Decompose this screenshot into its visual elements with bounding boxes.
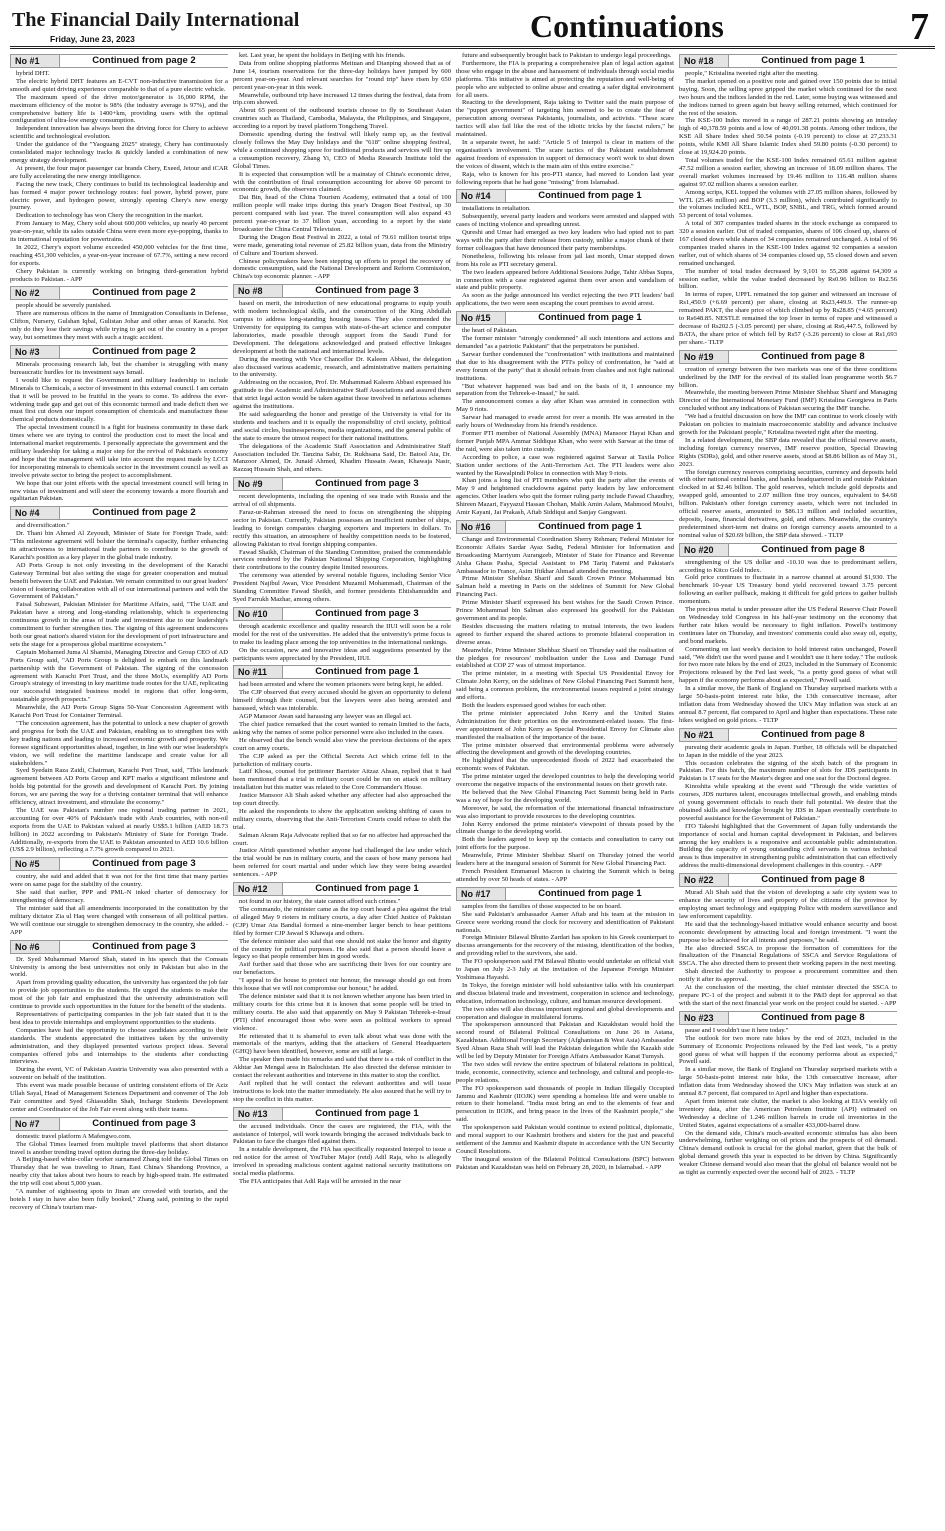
story-number: No #8 <box>233 284 283 298</box>
paragraph: Asif further said that those who are sacrificing their lives for our country are our benefactors. <box>233 961 451 977</box>
paragraph: Both the leaders agreed to keep up the contacts and consultation to carry out joint efforts for the purpose. <box>456 836 674 852</box>
paragraph: I would like to request the Government and military leadership to include Minerals to Chemicals, a sector of investment in this external council. I am certain that it will be proved to be fruitful in the years to come. To address the ever-widening trade gap and get out of this economic turmoil and trade deficit then we must first cut down our import consumption of chemicals and manufacture these chemical products domestically. <box>10 376 228 424</box>
paragraph: the accused individuals. Once the cases are registered, the FIA, with the assistance of Interpol, will work towards bringing the accused individuals back to Pakistan to face the charges filed against them. <box>233 1122 451 1146</box>
story <box>233 284 451 474</box>
paragraph: The KSE-100 Index moved in a range of 287.21 points showing an intraday high of 40,378.59 points and a low of 40,091.38 points. Among other indices, the KSE All Share Index shed 50.54 points (-0.19 percent) to close at 27,233.31 points, while KMI All Share Islamic Index shed 59.80 points (-0.30 percent) to close at 19,924.20 points. <box>679 117 897 157</box>
continued-label: Continued from page 3 <box>60 857 228 871</box>
paragraph: The number of total trades decreased by 9,101 to 55,208 against 64,309 a session earlier, while the value traded decreased by Rs0.96 billion to Rs2.56 billion. <box>679 267 897 291</box>
story-body <box>456 205 674 308</box>
paragraph: The spokesperson said Pakistan would continue to extend political, diplomatic, and moral support to our Kashmiri brothers and sisters for the just and peaceful settlement of the Jammu and Kashmir dispute in accordance with the UN Security Council Resolutions. <box>456 1124 674 1155</box>
paragraph: installations in retaliation. <box>462 205 531 213</box>
continued-label: Continued from page 3 <box>60 1117 228 1131</box>
paragraph: Furthermore, the FIA is preparing a comprehensive plan of legal action against those who engage in the abuse and harassment of individuals through social media platforms. This initiative is aimed at protecting the reputation and well-being of people who are subjected to online abuse and creating a safer digital environment for all users. <box>456 59 674 99</box>
story-number: No #21 <box>679 728 729 742</box>
paragraph: Apart from providing quality education, the university has organized the job fair to provide job opportunities to the students. He urged the students to make the most of the job fair and emphasized that the university administration will continue to provide such opportunities in the future for the benefit of the students. <box>10 979 228 1011</box>
paragraph: Foreign Minister Bilawal Bhutto Zardari has spoken to his Greek counterpart to discuss arrangements for the recovery of the missing, identification of the bodies, and providing relief to the survivors, she said. <box>456 934 674 958</box>
paragraph: As soon as the judge announced his verdict rejecting the two PTI leaders' bail applications, the two were seen escaping the court premises to avoid arrest. <box>456 292 674 308</box>
paragraph: The market opened on a positive note and gained over 150 points due to initial buying. Soon, the selling spree gripped the market which continued for the next two hours and the indices landed in the red. Later, some buying was witnessed and the indices turned to green again but heavy selling returned, which continued for the rest of the session. <box>679 77 897 117</box>
story-number: No #2 <box>10 286 60 300</box>
story-number: No #6 <box>10 940 60 954</box>
paragraph: Apart from interest rate clutter, the market is also looking at EIA's weekly oil inventory data, after the American Petroleum Institute (API) estimated on Wednesday a decline of 1.246 million barrels in crude oil inventories in the United States, against expectations of a smaller 433,000-barrel draw. <box>679 1097 897 1129</box>
continued-label: Continued from page 1 <box>506 189 674 203</box>
story-body <box>679 559 897 725</box>
paragraph: He asked the respondents to show the application seeking shifting of cases to military courts, observing that the Anti-Terrorism Courts could refuse to shift the trial. <box>233 807 451 831</box>
story-body <box>233 300 451 474</box>
story-number: No #15 <box>456 311 506 325</box>
story <box>679 54 897 347</box>
paragraph: The FO spokesperson said thousands of people in Indian Illegally Occupied Jammu and Kashmir (IIOJK) were spending a homeless life and were unable to return to their homeland. "India must bring an end to the elements of fear and persecution in IIOJK, and bring peace in the lives of the Kashmiri people," she said. <box>456 1084 674 1124</box>
story-number: No #22 <box>679 873 729 887</box>
paragraph: Dedication to technology has won Chery the recognition in the market. <box>16 212 204 220</box>
story <box>456 311 674 517</box>
paragraph: In a notable development, the FIA has specifically requested Interpol to issue a red notice for the arrest of YouTuber Major (retd) Adil Raja, who is allegedly involved in spreading malicious content against national security institutions on social media platforms. <box>233 1146 451 1178</box>
story <box>679 543 897 725</box>
story-number: No #17 <box>456 887 506 901</box>
story-header <box>10 54 228 68</box>
paragraph: Independent innovation has always been the driving force for Chery to achieve scientific and technological evolution. <box>10 125 228 141</box>
paragraph: "But whatever happened was bad and on the basis of it, I announce my separation from the Tehreek-e-Insaaf," he said. <box>456 382 674 398</box>
paragraph: creation of synergy between the two markets was one of the three conditions underlined by the IMF for the revival of its stalled loan programme worth $6.7 billion. <box>679 365 897 389</box>
paragraph: Chinese policymakers have been stepping up efforts to propel the recovery of domestic consumption, said the National Development and Reform Commission, China's top economic planner. - APP <box>233 257 451 281</box>
story-number: No #19 <box>679 350 729 364</box>
paragraph: "A number of sightseeing spots in Jinan are crowded with tourists, and the hotels I stay in have also been fully booked," Zhang said, pointing to the rapid recovery of China's tourism mar- <box>10 1188 228 1211</box>
story-number: No #11 <box>233 665 283 679</box>
story-body <box>456 327 674 517</box>
paragraph: The announcement comes a day after Khan was arrested in connection with May 9 riots. <box>456 398 674 414</box>
paragraph: She said that earlier, PPP and PML-N inked charter of democracy for strengthening of democracy. <box>10 889 228 905</box>
paragraph: In a similar move, the Bank of England on Thursday surprised markets with a large 50-basis-point interest rate hike, the 13th consecutive increase, after inflation data from Wednesday showed the UK's May inflation was stuck at an annual 8.7 percent, flat compared to April and higher than expectations. These rate hikes weighed on gold prices. - TLTP <box>679 685 897 724</box>
continued-label: Continued from page 1 <box>283 665 451 679</box>
continued-label: Continued from page 2 <box>60 286 228 300</box>
paragraph: recent developments, including the opening of sea trade with Russia and the arrival of oil shipments. <box>233 493 451 509</box>
paragraph: During the Dragon Boat Festival in 2022, a total of 79.61 million tourist trips were made, generating total revenue of 25.82 billion yuan, data from the Ministry of Culture and Tourism showed. <box>233 233 451 257</box>
paragraph: He observed that the bench would also view the previous decisions of the apex court on army courts. <box>233 736 451 752</box>
paragraph: AGP Mansoor Awan said harassing any lawyer was an illegal act. <box>239 713 412 721</box>
paragraph: Meanwhile, Prime Minister Shehbaz Sharif on Thursday said the realisation of the pledges for resources' mobilisation under the Loss and Damage Fund established at COP 27 was of utmost importance. <box>456 646 674 670</box>
paragraph: Commenting on last week's decision to hold interest rates unchanged, Powell said, "We didn't use the word pause and I wouldn't use it here today." The outlook for two more rate hikes by the end of 2023, included in the Summary of Economic Projections released by the Fed last week, "is a pretty good guess of what will happen if the economy performs about as expected," Powell said. <box>679 645 897 685</box>
paragraph: Syed Syedain Raza Zaidi, Chairman, Karachi Port Trust, said, "This landmark agreement between AD Ports Group and KPT marks a significant milestone and holds big potential for the growth and development of Karachi Port. By joining forces, we are paving the way for a thriving container terminal that will enhance efficiency, attract investment, and stimulate the economy." <box>10 767 228 807</box>
story-header <box>10 286 228 300</box>
story <box>456 887 674 1172</box>
continued-label: Continued from page 3 <box>283 477 451 491</box>
paragraph: the heart of Pakistan. <box>462 327 518 335</box>
paragraph: Nonetheless, following his release from jail last month, Umar stepped down from his role as PTI secretary general. <box>456 252 674 268</box>
paragraph: Sarwar further condemned the "confrontation" with institutions and maintained that due to his disagreement with the PTI's policy of confrontation, he "said at every forum of the party" that it should refrain from clashes and not fight national institutions. <box>456 350 674 382</box>
paragraph: The defence minister also said that one should not stake the honor and dignity of the country for political purposes. He also said that a person should leave a legacy so that people remember him in good words. <box>233 937 451 961</box>
paragraph: Shah directed the Authority to propose a procurement committee and then notify it after its approval. <box>679 968 897 984</box>
story <box>10 857 228 936</box>
paragraph: AD Ports Group is not only investing in the development of the Karachi Gateway Terminal but also setting the stage for greater cooperation and mutual benefit between the UAE and Pakistan. We remain committed to our great leaders' vision of fostering collaboration with all of our international partners and with the Government of Pakistan." <box>10 561 228 601</box>
paragraph: Moreover, he said, the reformation of the international financial infrastructure was also important to provide resources to the developing countries. <box>456 804 674 820</box>
story-body <box>679 889 897 1008</box>
paragraph: The prime minister urged the developed countries to help the developing world overcome the negative impacts of the environmental issues on their growth rate. <box>456 773 674 789</box>
paragraph: At the conclusion of the meeting, the chief minister directed the SSCA to prepare PC-1 of the project and submit it to the P&D dept for approval so that with the start of the next financial year work on the project could be started. - APP <box>679 984 897 1007</box>
story-header <box>679 1011 897 1025</box>
story-number: No #20 <box>679 543 729 557</box>
paragraph: The CJP asked as per the Official Secrets Act which crime fell in the jurisdiction of military courts. <box>233 752 451 768</box>
story-header <box>233 882 451 896</box>
paragraph: The UAE was Pakistan's number one regional trading partner in 2021, accounting for over 40% of Pakistan's trade with Arab countries, with non-oil exports from the UAE to Pakistan valued at nearly US$5.1 billion (AED 18.73 billion) in 2022 according to Pakistan's Ministry of State for Foreign Trade. Additionally, re-exports from the UAE to Pakistan amounted to AED 10.6 billion (US$ 2.9 billion), reflecting a 7.7% growth compared to 2021. <box>10 806 228 854</box>
paragraph: Prime Minister Sharif expressed his best wishes for the Saudi Crown Prince. Prince Mohammad bin Salman also expressed his goodwill for the Pakistan government and its people. <box>456 599 674 622</box>
paragraph: The special investment council is a fight for business community in these dark times where we are trying to control the production cost to meet the local and international market requirements. I personally appreciate the government and the military leadership for taking a major step for the revival of Pakistan's economy and hope that the management will take into account the request made by LCCI for incorporating minerals to chemicals sector in the investment council as well as involve private sector to bring the project to accomplishment. <box>10 424 228 479</box>
paragraph: John Kerry endorsed the prime minister's viewpoint of threats posed by the climate change to the developing world. <box>456 820 674 836</box>
story <box>679 728 897 871</box>
story <box>10 1117 228 1212</box>
paragraph: In a separate tweet, he said: "Article 5 of Interpol is clear in matters of the organisation's involvement. The scare tactics of the Pakistani establishment against freedom of expression in support of democracy won't work to shut down the voices of dissent, which is the main aim of this entire exercise." <box>456 138 674 170</box>
paragraph: Fawad Shaikh, Chairman of the Standing Committee, praised the commendable services rendered by the Pakistan National Shipping Corporation, highlighting their contributions to the country despite limited resources. <box>233 548 451 572</box>
story <box>233 52 451 281</box>
paragraph: Facing the new track, Chery continues to build its technological leadership and has formed 4 major power technology routes: fuel power, hybrid power, pure electric power, and hydrogen power, strongly opening Chery's new energy journey. <box>10 180 228 212</box>
paragraph: The minister said that all amendments incorporated in the constitution by the military dictator Zia ul Haq were changed with consensus of all political parties. We will continue our struggle to strengthen democracy in the country, she added. - APP <box>10 905 228 936</box>
story-header <box>679 543 897 557</box>
story-body <box>233 623 451 663</box>
paragraph: "I appeal to the house to protect our honour, the message should go out from this house that we will not compromise our honour," he added. <box>233 977 451 993</box>
story-header <box>456 311 674 325</box>
paragraph: The ceremony was attended by several notable figures, including Senior Vice President Najibul Awan, Vice President Muzamil Mohammadi, Chairman of the Standing Committee Fawad Sheikh, and former presidents Ehtishamuddin and Syed Farrukh Mazhar, among others. <box>233 572 451 603</box>
masthead <box>10 6 935 49</box>
paragraph: Among scrips, KEL topped the volumes with 27.05 million shares, followed by WTL (25.46 million) and BOP (3.3 million), which contributed significantly to the volumes included KEL, WTL, BOP, SNBL, and TRG, which formed around 53 percent of total volumes. <box>679 188 897 220</box>
paragraph: The delegations of the Academic Staff Association and Administrative Staff Association included Dr. Tanzina Sabir, Dr. Rukhsana Said, Dr. Batool Ata, Dr. Manzoor Ahmed, Dr. Junaid Ahmed, Khadim Hussain Awan, Khawaja Nasir, Razzaq Hussain Shah, and others. <box>233 442 451 474</box>
story-header <box>10 940 228 954</box>
paragraph: A Beijing-based white-collar worker surnamed Zhang told the Global Times on Thursday that he was traveling to Jinan, East China's Shandong Province, a nearby city that takes about two hours to reach by high-speed train. He estimated the trip will cost about 5,000 yuan. <box>10 1156 228 1188</box>
paragraph: Meanwhile, the meeting between Prime Minister Shehbaz Sharif and Managing Director of the International Monetary Fund (IMF) Kristalina Georgieva in Paris concluded without any indications of Pakistan securing the IMF tranche. <box>679 389 897 413</box>
page-number: 7 <box>910 6 929 48</box>
paragraph: domestic travel platform A Mafengwo.com. <box>16 1132 132 1140</box>
paragraph: Total volumes traded for the KSE-100 Index remained 65.61 million against 47.52 million a session earlier, showing an increase of 18.09 million shares. The overall market volumes increased by 19.46 million to 116.48 million shares against 97.02 million shares a session earlier. <box>679 156 897 188</box>
paragraph: country, she said and added that it was not for the first time that many parties were on same page for the stability of the country. <box>10 873 228 889</box>
story-number: No #3 <box>10 345 60 359</box>
story-header <box>233 1107 451 1121</box>
story-header <box>10 506 228 520</box>
story-number: No #9 <box>233 477 283 491</box>
continued-label: Continued from page 1 <box>506 311 674 325</box>
column-3 <box>456 52 674 1527</box>
story <box>10 940 228 1114</box>
paragraph: The commando, the minister came as the top court heard a plea against the trial of alleged May 9 rioters in military courts, a day after Chief Justice of Pakistan (CJP) Umar Ata Bandial formed a nine-member larger bench to hear petitions filed by former CJP Jawad S Khawaja and others. <box>233 906 451 937</box>
story-body <box>10 361 228 503</box>
story-number: No #7 <box>10 1117 60 1131</box>
story-header <box>233 477 451 491</box>
story-header <box>679 728 897 742</box>
paragraph: He also directed SSCA to propose the formation of committees for the finalization of the Financial Regulations of SSCA and Service Regulations of SSCA. The also directed them to present their working papers in the next meeting. <box>679 944 897 968</box>
paragraph: Prime Minister Shehbaz Sharif and Saudi Crown Prince Mohammad bin Salman held a meeting in Paris on the sidelines of Summit for New Global Financing Pact. <box>456 575 674 599</box>
paragraph: pause and I wouldn't use it here today." <box>685 1026 789 1034</box>
story-number: No #14 <box>456 189 506 203</box>
paragraph: Meanwhile, Prime Minister Shehbaz Sharif on Thursday joined the world leaders here at the inaugural session of Summit for New Global Financing Pact. <box>456 852 674 868</box>
paragraph: The inaugural session of the Bilateral Political Consultations (BPC) between Pakistan and Kazakhstan was held on February 28, 2020, in Islamabad. - APP <box>456 1155 674 1171</box>
paragraph: Chery Pakistan is currently working on bringing third-generation hybrid products to Pakistan. - APP <box>10 267 228 283</box>
paragraph: Salman Akram Raja Advocate replied that so far no affectee had approached the court. <box>233 831 451 847</box>
story-header <box>679 873 897 887</box>
continued-label: Continued from page 3 <box>283 607 451 621</box>
paragraph: Murad Ali Shah said that the vision of developing a safe city system was to enhance the security of lives and property of the citizens of the province by employing smart technology and equipping Police with modern surveillance and law enforcement capability. <box>679 889 897 920</box>
paragraph: The maximum speed of the drive motor/generator is 16,000 RPM, the maximum efficiency of the motor is 98% (the industry average is 97%), and the comprehensive battery life is 1400+km, providing users with the optimal configuration of ultra-low energy consumption. <box>10 93 228 125</box>
continued-label: Continued from page 8 <box>729 873 897 887</box>
story-header <box>679 350 897 364</box>
paragraph: In terms of rupee, UPFL remained the top gainer and witnessed an increase of Rs1,450.9 (+6.69 percent) per share, closing at Rs23,449.9. The runner-up remained PAKT, the share price of which climbed up by Rs28.85 (+4.65 percent) to Rs648.85. NESTLE remained the top loser in terms of rupee and witnessed a decrease of Rs202.5 (-3.05 percent) per share, closing at Rs6,447.5, followed by BATA, the share price of which fell by Rs57 (-3.26 percent) to close at Rs1,693 per share.- TLTP <box>679 291 897 346</box>
continued-label: Continued from page 8 <box>729 350 897 364</box>
story-number: No #23 <box>679 1011 729 1025</box>
paragraph: It is expected that consumption will be a mainstay of China's economic drive, with the contribution of final consumption accounting for above 60 percent to economic growth, the observers claimed. <box>233 170 451 194</box>
paragraph: based on merit, the introduction of new educational programs to equip youth with modern technological skills, and the construction of the King Abdullah campus to address long-standing housing issues. They also commended the University for equipping its campus with state-of-the-art science and computer laboratories, made possible through support from the Saudi Fund for Development. The delegations acknowledged and praised effective linkages development at both the national and international levels. <box>233 300 451 355</box>
paragraph: Latif Khosa, counsel for petitioner Barrister Aitzaz Ahsan, replied that it had been mentioned that a trial in military court could be run on attack on military installation but this matter was related to the Core Commander's House. <box>233 768 451 792</box>
story <box>233 882 451 1104</box>
paragraph: About 65 percent of the outbound tourists choose to fly to Southeast Asian countries such as Thailand, Cambodia, Malaysia, the Philippines, and Singapore, according to a report by travel platform Tongcheng Travel. <box>233 107 451 131</box>
paragraph: Addressing on the occasion, Prof. Dr. Muhammad Kaleem Abbasi expressed his gratitude to the Academic and Administrative Staff Associations and assured them that strict legal action would be taken against those involved in nefarious schemes against the institutions. <box>233 379 451 411</box>
continued-label: Continued from page 3 <box>283 284 451 298</box>
paragraph: Kinoshita while speaking at the event said "Through the wide varieties of courses, JDS nurtures talent, encourages intellectual growth, and enabling minds of young government officials to reach their full potential. We desire that the obtained skills and knowledge brought by JDS in Japan eventually contribute to powerful assistance for the Government of Pakistan." <box>679 783 897 822</box>
paragraph: In a related development, the SBP data revealed that the official reserve assets, including foreign currency reserves, IMF reserve position, Special Drawing Rights (SDRs), gold, and other reserve assets, stood at $8.86 billion as of May 31, 2023. <box>679 436 897 468</box>
story-number: No #18 <box>679 54 729 68</box>
paragraph: The chief justice remarked that the court wanted to remain limited to the facts, asking why the names of some police personnel were also included in the cases. <box>233 720 451 736</box>
story-header <box>233 284 451 298</box>
paragraph: Companies have had the opportunity to choose candidates according to their standards. The students appreciated the initiatives taken by the university administration, and they displayed presented various project ideas. Several companies offered jobs and internships to the students after conducting interviews. <box>10 1026 228 1066</box>
continued-label: Continued from page 1 <box>283 1107 451 1121</box>
story-header <box>10 345 228 359</box>
paragraph: Change and Environmental Coordination Sherry Rehman; Federal Minister for Economic Affairs Sardar Ayaz Sadiq, Federal Minister for Information and Broadcasting Marriyum Aurangzeb, Minister of State for Finance and Revenue Aisha Ghaus Pasha, Special Assistant to PM Tariq Fatemi and Pakistan's Ambassador to France, Asim Iftikhar Ahmad attended the meeting. <box>456 535 674 575</box>
paragraph: The FIA anticipates that Adil Raja will be arrested in the near <box>239 1178 402 1185</box>
column-4 <box>679 52 897 1527</box>
paragraph: Faisal Subzwari, Pakistan Minister for Maritime Affairs, said, "The UAE and Pakistan have a strong and long-standing relationship, which is experiencing continuous growth in the areas of trade and investment due to our leadership's commitment to further strengthen ties. The signing of this agreement underscores both our great nation's shared vision for the development of port infrastructure and sets the stage for a prosperous global maritime ecosystem." <box>10 601 228 648</box>
continued-label: Continued from page 2 <box>60 506 228 520</box>
paragraph: Former PTI member of National Assembly (MNA) Mansoor Hayat Khan and former Punjab MPA Ammar Siddique Khan, who were with Sarwar at the time of the raid, were also taken into custody. <box>456 429 674 453</box>
story-body <box>10 1133 228 1212</box>
story-body <box>233 493 451 604</box>
story <box>10 345 228 503</box>
story-body <box>10 522 228 854</box>
paragraph: He reiterated that it is shameful to even talk about what was done with the memorials of the martyrs, adding that the attackers of General Headquarters (GHQ) have been identified, however, some are still at large. <box>233 1032 451 1056</box>
paragraph: Gold price continues to fluctuate in a narrow channel at around $1,930. The benchmark 10-year US Treasury bond yield recovered toward 3.75 percent following an earlier pullback, making it difficult for gold prices to gather bullish momentum. <box>679 574 897 606</box>
paragraph: Reacting to the development, Raja taking to Twitter said the main purpose of the "puppet government" of targeting him seemed to be to create the fear of persecution among overseas Pakistanis, journalists, and activists. "These scare tactics will also fail like the rest of the idiotic tricks by the fascist rulers," he maintained. <box>456 99 674 139</box>
story-body <box>679 70 897 347</box>
paragraph: There are numerous offices in the name of Immigration Consultants in Defense, Clifton, Nursery, Gulshan Iqbal, Gulistan Johar and other areas of Karachi. Not only do they lose their savings while trying to get out of the country in a proper way, but sometimes they meet with such a tragic accident. <box>10 310 228 342</box>
story-number: No #1 <box>10 54 60 68</box>
paragraph: The former minister "strongly condemned" all such intentions and actions and demanded "as a patriotic Pakistani" that the perpetrators be punished. <box>456 335 674 350</box>
paragraph: He believed that the New Global Financing Pact Summit being held in Paris was a ray of hope for the developing world. <box>456 788 674 804</box>
story <box>456 189 674 308</box>
paragraph: He said safeguarding the honor and prestige of the University is vital for its students and teachers and it is equally the responsibility of civil society, political and social circles, businesspersons, media organizations, and the general public of the state to ensure the utmost respect for their national institutions. <box>233 410 451 442</box>
paragraph: During the event, VC of Pakistan Austria University was also presented with a souvenir on behalf of the institution. <box>10 1066 228 1082</box>
story-body <box>679 366 897 540</box>
paragraph: Data from online shopping platforms Meituan and Dianping showed that as of June 14, tourism reservations for the three-day holidays have jumped by 600 percent year-on-year. And relevant searches for "round trip" have risen by 650 percent year-on-year in this week. <box>233 59 451 91</box>
paragraph: The prime minister appreciated John Kerry and the United States Administration for their priorities on the environment-related issues. The first-ever appointment of John Kerry as Special Presidential Envoy for Climate also manifested the realisation of the importance of the issue. <box>456 709 674 741</box>
column-1 <box>10 52 228 1527</box>
story <box>679 1011 897 1177</box>
continued-label: Continued from page 2 <box>60 54 228 68</box>
story-header <box>10 1117 228 1131</box>
paragraph: In 2022, Chery's export volume exceeded 450,000 vehicles for the first time, reaching 451,300 vehicles, a year-on-year increase of 67.7%, setting a new record for exports. <box>10 243 228 267</box>
story <box>456 520 674 884</box>
paragraph: Dai Bin, head of the China Tourism Academy, estimated that a total of 100 million people will make trips during this year's Dragon Boat Festival, up 30 percent compared with last year. The travel consumption will also expand 43 percent year-on-year to 37 billion yuan, according to a report by the state broadcaster the China Central Television. <box>233 194 451 233</box>
paragraph: had been arrested and where the women prisoners were being kept, he added. <box>239 681 443 689</box>
paragraph: At present, the four major passenger car brands Chery, Exeed, Jetour and iCAR are fully accelerating the new energy intelligence. <box>10 164 228 180</box>
paragraph: This occasion celebrates the signing of the sixth batch of the program in Pakistan. For this batch, the maximum number of slots for JDS participants in Pakistan is 17 seats for the Master's degree and one seat for the Doctoral degree. <box>679 759 897 783</box>
paragraph: In a similar move, the Bank of England on Thursday surprised markets with a large 50-basis-point interest rate hike, the 13th consecutive increase, after inflation data from Wednesday showed the UK's May inflation was stuck at an annual 8.7 percent, flat compared to April and higher than expectations. <box>679 1066 897 1098</box>
story-number: No #4 <box>10 506 60 520</box>
paragraph: Both the leaders expressed good wishes for each other. <box>462 701 607 709</box>
paragraph: and diversification." <box>16 522 70 530</box>
paragraph: A total of 307 companies traded shares in the stock exchange as compared to 320 a session earlier. Out of traded companies, shares of 106 closed up, shares of 167 closed down while shares of 34 companies remained unchanged. A total of 96 companies traded shares in the KSE-100 Index against 92 companies a session earlier, out of which shares of 34 companies closed up, 55 closed down and seven remained unchanged. <box>679 220 897 267</box>
story-body <box>233 681 451 879</box>
continued-label: Continued from page 1 <box>506 887 674 901</box>
story-header <box>233 665 451 679</box>
paragraph: Meanwhile, outbound trip have increased 12 times during the festival, data from trip.com showed. <box>233 91 451 107</box>
paragraph: We hope that our joint efforts with the special investment council will bring in new vistas of investment and will steer the economy towards a more flourish and egalitarian Pakistan. <box>10 479 228 503</box>
paragraph: people should be severely punished. <box>16 302 112 310</box>
paragraph: samples from the families of those suspected to be on board. <box>462 902 622 910</box>
story-header <box>679 54 897 68</box>
story-number: No #5 <box>10 857 60 871</box>
continued-label: Continued from page 1 <box>506 520 674 534</box>
story-body <box>679 1027 897 1177</box>
paragraph: The spokesperson announced that Pakistan and Kazakhstan would hold the second round of Bilateral Political Consultations on June 26 in Astana, Kazakhstan. Additional Foreign Secretary (Afghanistan & West Asia) Ambassador Syed Ahsan Raza Shah will lead the Pakistan delegation while the Kazakh side will be led by Deputy Minister for Foreign Affairs Ambassador Kanat Tumysh. <box>456 1021 674 1061</box>
paragraph: pursuing their academic goals in Japan. Further, 18 officials will be dispatched to Japan in the middle of the year 2023. <box>679 743 897 759</box>
paper-name: The Financial Daily International <box>12 9 300 31</box>
continued-label: Continued from page 8 <box>729 543 897 557</box>
paragraph: people," Kristalina tweeted right after the meeting. <box>685 70 819 77</box>
paragraph: Under the guidance of the "Yaoguang 2025" strategy, Chery has continuously consolidated major technology tracks & quickly landed a combination of new energy strategy development. <box>10 141 228 164</box>
story-number: No #10 <box>233 607 283 621</box>
paragraph: Justice Afridi questioned whether anyone had challenged the law under which the trial would be run in military courts, and the cases of how many persons had been referred for court martial and under which law they were being awarded sentences. - APP <box>233 847 451 879</box>
paragraph: The Global Times learned from multiple travel platforms that short distance travel is another trending travel option during the three-day holiday. <box>10 1140 228 1156</box>
paragraph: She said Pakistan's ambassador Aamer Aftab and his team at the mission in Greece were working round the clock for recovery and identification of Pakistani nationals. <box>456 910 674 934</box>
paragraph: Sarwar had managed to evade arrest for over a month. He was arrested in the early hours of Wednesday from his friend's residence. <box>456 414 674 430</box>
paragraph: "The concession agreement, has the potential to unlock a new chapter of growth and progress for both the UAE and Pakistan, enabling us to strengthen ties with key trading nations and leading to increased economic growth and prosperity. We foresee significant opportunities ahead, together, in line with our wise leadership's vision, we will redefine the maritime landscape and create value for all stakeholders." <box>10 719 228 767</box>
paragraph: The electric hybrid DHT features an E-CVT non-inductive transmission for a smooth and quiet driving experience comparable to that of a pure electric vehicle. <box>10 77 228 93</box>
story-body <box>679 744 897 871</box>
paragraph: In Tokyo, the foreign minister will hold substantive talks with his counterpart and discuss bilateral trade and investment, cooperation in science and technology, education, information technology, culture, and human resource development. <box>456 981 674 1005</box>
story-body <box>456 52 674 186</box>
paragraph: Justice Mansoor Ali Shah asked whether any affectee had also approached the top court directly. <box>233 792 451 808</box>
story <box>233 665 451 879</box>
story <box>456 52 674 186</box>
paragraph: Dr. Syed Muhammad Maroof Shah, stated in his speech that the Comsats University is among the best universities not only in Pakistan but also in the world. <box>10 955 228 979</box>
paragraph: The two sides will also discuss important regional and global developments and cooperation and dialogue in multilateral forums. <box>456 1005 674 1021</box>
story-body <box>233 52 451 281</box>
paragraph: future and subsequently brought back to Pakistan to undergo legal proceedings. <box>462 52 672 59</box>
story-body <box>233 1123 451 1186</box>
continued-label: Continued from page 3 <box>60 940 228 954</box>
paragraph: "We had a fruitful discussion on how the IMF can continue to work closely with Pakistan on policies to maintain macroeconomic stability and advance inclusive growth for the Pakistani people," Kristalina tweeted right after the meeting. <box>679 413 897 436</box>
paragraph: through academic excellence and quality research the IIUI will soon be a role model for the rest of the universities. He added that the university's prime focus is to make its leading place among the top universities in the international rankings. <box>233 622 451 646</box>
story-body <box>456 536 674 884</box>
story-number: No #13 <box>233 1107 283 1121</box>
continued-label: Continued from page 1 <box>283 882 451 896</box>
paragraph: Faraz-ur-Rahman stressed the need to focus on strengthening the shipping sector in Pakistan. Currently, Pakistan possesses an insufficient number of ships, leading to foreign companies charging exporters and importers in dollars. To rectify this situation, an atmosphere of healthy competition needs to be fostered, allowing Pakistan to rival foreign shipping companies. <box>233 509 451 548</box>
paragraph: The precious metal is under pressure after the US Federal Reserve Chair Powell on Wednesday told Congress in his half-year testimony on the economy that further rate hikes would be necessary to fight inflation. Powell's testimony continues later on Thursday, and investors' comments could also sway oil, equity, and bond markets. <box>679 606 897 645</box>
story <box>233 477 451 604</box>
story-number: No #12 <box>233 882 283 896</box>
paragraph: strengthening of the US dollar and -10.10 was due to predominant sellers, according to Kitco Gold Index. <box>679 558 897 574</box>
paragraph: French President Emmanuel Macron is chairing the Summit which is being attended by over 50 heads of states. - APP <box>456 868 674 883</box>
paragraph: hybrid DHT. <box>16 70 50 77</box>
paragraph: Khan joins a long list of PTI members who quit the party after the events of May 9 and heightened crackdowns against party leaders by law enforcement agencies. Other leaders who quit the former ruling party include Fawad Chaudhry, Shireen Mazari, Fayyazul Hassan Chohan, Malik Amin Aslam, Mahmood Moulvi, Amir Kayani, Jai Prakash, Aftab Siddiqui and Sanjay Gangwani. <box>456 477 674 517</box>
continued-label: Continued from page 8 <box>729 1011 897 1025</box>
story-body <box>10 70 228 283</box>
paragraph: On the occasion, new and innovative ideas and suggestions presented by the participants were appreciated by the President, IIUI. <box>233 646 451 662</box>
column-2 <box>233 52 451 1527</box>
paragraph: ITO Takeshi highlighted that the Government of Japan fully understands the importance of social and human capital development in Pakistan, and believes among the key enablers is a responsive and accountable public administration. Building the capacity of young outstanding civil servants in various technical areas is thus imperative in strengthening public administration that can effectively address the multi-dimensional development challenges in this country. - APP <box>679 822 897 870</box>
paragraph: The prime minister, in a meeting with Special US Presidential Envoy for Climate John Kerry, on the sidelines of New Global Financing Pact Summit here, said being a common problem, the environmental issues required a joint strategy and efforts. <box>456 670 674 702</box>
paragraph: Besides discussing the matters relating to mutual interests, the two leaders agreed to further expand the shared actions to promote bilateral cooperation in diverse areas. <box>456 622 674 646</box>
paragraph: The FO spokesperson said FM Bilawal Bhutto would undertake an official visit to Japan on July 2-3 July at the invitation of the Japanese Foreign Minister Yoshimasa Hayashi. <box>456 958 674 981</box>
paragraph: During the meeting with Vice Chancellor Dr. Kaleem Abbasi, the delegation also discussed various academic, research, and administrative matters pertaining to the university. <box>233 355 451 379</box>
story-number: No #16 <box>456 520 506 534</box>
paragraph: ket. Last year, he spent the holidays in Beijing with his friends. <box>239 52 406 59</box>
paragraph: This event was made possible because of untiring consistent efforts of Dr Aziz Ullah Sayal, Head of Management Sciences Department and convener of The Job Fair committee and Syed Ghiasuddin Shah, Incharge Students Development center and Coordinator of the Job Fair event along with their teams. <box>10 1082 228 1113</box>
paragraph: Minerals processing research lab, but the chamber is struggling with many bureaucratic hurdles for its investment says Ismail. <box>10 361 228 376</box>
story-body <box>233 898 451 1104</box>
paragraph: Qureshi and Umar had emerged as two key leaders who had opted not to part ways with the party after their release from custody, unlike a major chunk of their former colleagues that have denounced their party memberships. <box>456 229 674 252</box>
story-body <box>456 903 674 1172</box>
story-header <box>456 887 674 901</box>
story-header <box>456 189 674 203</box>
paragraph: Subsequently, several party leaders and workers were arrested and slapped with cases of inciting violence and spreading unrest. <box>456 213 674 229</box>
paragraph: He highlighted that the unprecedented floods of 2022 had exacerbated the economic woes of Pakistan. <box>456 757 674 773</box>
paragraph: Representatives of participating companies in the job fair stated that it is the best idea to provide internships and employment opportunities to the students. <box>10 1010 228 1026</box>
paragraph: The foreign currency reserves comprising securities, currency and deposits held with other national central banks, and banks headquartered in and outside Pakistan clocked in at $2.46 billion. The gold reserves, which include gold deposits and swapped gold, amounted to 2.07 million fine troy ounces, equivalent to $4.68 billion. Pakistan's other foreign currency assets, which were not included in official reserve assets, amounted to $86.13 million and included securities, deposits, loans, financial derivatives, gold, and others. Meanwhile, the country's predetermined short-term net drains on foreign currency assets amounted to a nominal value of $20.69 billion, the SBP data showed. - TLTP <box>679 468 897 539</box>
paragraph: The prime minister observed that environmental problems were adversely affecting the development and growth of the developing countries. <box>456 741 674 757</box>
story-body <box>10 302 228 342</box>
paragraph: not found in our history, the state cannot afford such crimes." <box>239 898 401 906</box>
story <box>233 1107 451 1186</box>
story <box>10 286 228 342</box>
paragraph: The outlook for two more rate hikes by the end of 2023, included in the Summary of Economic Projections released by the Fed last week, "is a pretty good guess of what will happen if the economy performs about as expected," Powell said. <box>679 1034 897 1066</box>
continued-label: Continued from page 1 <box>729 54 897 68</box>
story <box>10 506 228 854</box>
paragraph: The CJP observed that every accused should be given an opportunity to defend himself through their counsel, but the lawyers were also being arrested and harassed, which was intolerable. <box>233 689 451 713</box>
story <box>679 350 897 540</box>
paragraph: The two leaders appeared before Additional Sessions Judge, Tahir Abbas Supra, in connection with a case registered against them over arson and vandalism of state and public property. <box>456 268 674 292</box>
issue-date: Friday, June 23, 2023 <box>50 34 135 44</box>
continued-label: Continued from page 8 <box>729 728 897 742</box>
paragraph: From January to May, Chery sold about 600,000 vehicles, up nearly 40 percent year-on-year, while its sales outside China were even more eye-popping, thanks to its international reputation for powertrains. <box>10 220 228 244</box>
story-header <box>10 857 228 871</box>
paragraph: Asif replied that he will contact the relevant authorities and will issue instructions to look into the matter immediately. He also assured that he will try to stop the conflict in this matter. <box>233 1079 451 1103</box>
paragraph: Raja, who is known for his pro-PTI stance, had moved to London last year following reports that he had gone "missing" from Islamabad. <box>456 170 674 186</box>
paragraph: The speaker then made his remarks and said that there is a risk of conflict in the Akhtar Jan Mengal area in Balochistan. He also directed the defense minister to contact the relevant authorities and intervene in this matter to stop the conflict. <box>233 1056 451 1080</box>
story <box>233 607 451 663</box>
paragraph: According to police, a case was registered against Sarwar at Taxila Police Station under sections of the Anti-Terrorism Act. The PTI leaders were also wanted by the Rawalpindi Police in connection with May 9 riots. <box>456 453 674 477</box>
paragraph: On the demand side, China's much-awaited economic stimulus has also been underwhelming, further weighing on oil prices and the prospects of oil demand. China's demand outlook is crucial for the global market, given that the bulk of global demand growth this year is expected to be driven by China. Significantly weaker Chinese demand would also mean that the global oil balance would not be as tight as currently expected over the second half of 2023. - TLTP <box>679 1129 897 1177</box>
continued-label: Continued from page 2 <box>60 345 228 359</box>
section-title: Continuations <box>530 8 724 44</box>
paragraph: Dr. Thani bin Ahmed Al Zeyoudi, Minister of State for Foreign Trade, said: "This milestone agreement will bolster the terminal's capacity, further enhancing its attractiveness to international trade partners to contribute to the growth of Karachi's position as a key player in the global trade industry. <box>10 530 228 561</box>
paragraph: Meanwhile, the AD Ports Group Signs 50-Year Concession Agreement with Karachi Port Trust for Container Terminal. <box>10 704 228 720</box>
story <box>679 873 897 1008</box>
story <box>10 54 228 283</box>
paragraph: Captain Mohamed Juma Al Shamisi, Managing Director and Group CEO of AD Ports Group said, "AD Ports Group is delighted to embark on this landmark partnership with the Government of Pakistan. The signing of the concession agreement with Karachi Port Trust, and the three MoUs, exemplify AD Ports Group's strategy of investing in key maritime trade routes for the UAE, replicating our successful integrated business model in regions that offer long-term, sustainable growth prospects." <box>10 648 228 704</box>
story-body <box>10 956 228 1114</box>
paragraph: He said that the technology-based initiative would enhance security and boost economic development by attracting local and foreign investment. "I want the purpose to be achieved for all intents and purposes," he said. <box>679 920 897 944</box>
story-body <box>10 873 228 936</box>
story-header <box>233 607 451 621</box>
story-header <box>456 520 674 534</box>
paragraph: The two sides will review the entire spectrum of bilateral relations in political, trade, economic, connectivity, science and technology, and cultural and people-to-people relations. <box>456 1060 674 1084</box>
paragraph: The defence minister said that it is not known whether anyone has been tried in military courts for this crime but it is known that some people will be tried in military courts. He also said that apparently on May 9 Pakistan Tehreek-e-Insaf (PTI) chief encouraged those who were seen as political workers to spread violence. <box>233 992 451 1032</box>
paragraph: Domestic spending during the festival will likely ramp up, as the festival closely follows the May Day holidays and the "618" online shopping festival, while a continued shopping spree for traditional products and services will fire up a consumption recovery, Zhang Yi, CEO of Media Research Institute told the Global Times. <box>233 131 451 170</box>
